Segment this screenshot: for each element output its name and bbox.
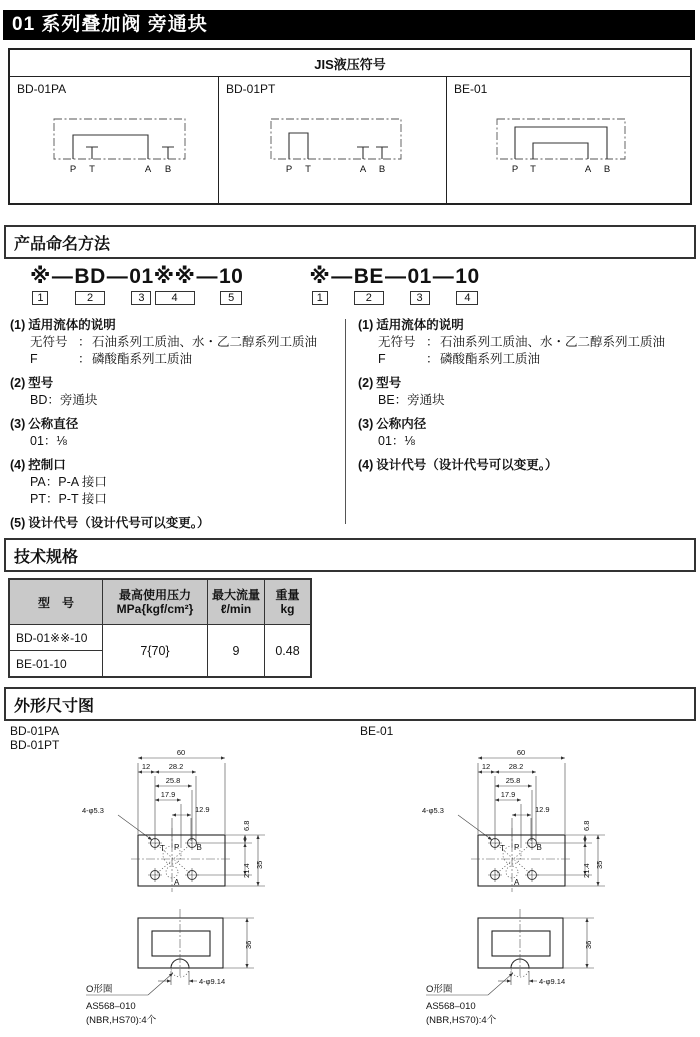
code-segment: 01: [129, 265, 154, 288]
port-label: T: [160, 844, 165, 853]
code-segment: 01: [407, 265, 432, 288]
section-title-outline: 外形尺寸图: [4, 687, 696, 721]
desc-item: [10, 457, 345, 508]
item-heading: 公称直径: [28, 417, 79, 431]
item-key: 无符号: [30, 335, 68, 349]
oring-label: AS568–010: [426, 1001, 476, 1012]
desc-item: [10, 416, 345, 450]
port-label: A: [174, 878, 180, 887]
desc-item: [358, 317, 700, 368]
port-label: P: [174, 843, 180, 852]
flow-cell: 9: [208, 625, 265, 678]
code-position-number: 1: [32, 291, 48, 305]
port-label: T: [530, 164, 536, 175]
item-number: (4): [10, 458, 26, 472]
port-label: A: [359, 164, 367, 175]
oring-label: O形圈: [86, 984, 113, 995]
oring-label: O形圈: [426, 984, 453, 995]
port-label: B: [378, 164, 386, 175]
jis-symbol-bd01pa-icon: [10, 97, 218, 197]
oring-label: (NBR,HS70):4个: [86, 1015, 157, 1026]
dim-label: 4-φ9.14: [199, 977, 226, 986]
symbol-label: BE-01: [454, 82, 488, 96]
symbol-label: BD-01PT: [226, 82, 276, 96]
outline-drawings: [0, 721, 700, 1037]
jis-cell-bd01pa: [10, 77, 218, 203]
header-line: 最高使用压力: [118, 588, 191, 602]
code-position-number: 2: [75, 291, 105, 305]
dim-label: 28.2: [508, 762, 524, 771]
item-value: BE：旁通块: [378, 393, 445, 407]
code-segment: ※※: [153, 265, 196, 288]
dimension-drawing-bd: [78, 745, 278, 1035]
dim-label: 21.4: [242, 863, 251, 878]
page-title: 01 系列叠加阀 旁通块: [3, 10, 695, 40]
dim-label: 6.8: [582, 820, 591, 831]
header-line: 最大流量: [211, 588, 260, 602]
desc-item: [358, 457, 700, 474]
item-value: 01：⅛: [378, 434, 415, 448]
code-position-number: 2: [354, 291, 384, 305]
code-dash: —: [51, 265, 74, 288]
desc-item: [358, 416, 700, 450]
code-dash: —: [384, 265, 407, 288]
dim-label: 17.9: [160, 790, 176, 799]
item-value: BD：旁通块: [30, 393, 98, 407]
item-value: PA：P-A 接口: [30, 475, 107, 489]
spec-col-weight: [265, 579, 312, 625]
item-heading: 型号: [376, 376, 402, 390]
item-key: F: [30, 352, 38, 366]
top-view: [422, 748, 605, 892]
jis-table-row: [10, 77, 690, 203]
item-number: (4): [358, 458, 374, 472]
dimension-drawing-be: [418, 745, 618, 1035]
desc-item: [10, 317, 345, 368]
item-number: (3): [10, 417, 26, 431]
jis-table-header: JIS液压符号: [10, 50, 690, 77]
item-heading: 设计代号（设计代号可以变更。）: [28, 516, 210, 530]
oring-label: (NBR,HS70):4个: [426, 1015, 497, 1026]
item-value: 石油系列工质油、水・乙二醇系列工质油: [440, 335, 666, 349]
code-position-number: 3: [410, 291, 430, 305]
dim-label: 4-φ5.3: [82, 806, 104, 815]
port-label: T: [305, 164, 311, 175]
code-dash: —: [196, 265, 218, 288]
desc-item: [10, 375, 345, 409]
dim-label: 17.9: [500, 790, 516, 799]
dim-label: 12.9: [195, 805, 210, 814]
port-label: T: [500, 844, 505, 853]
item-heading: 公称内径: [376, 417, 427, 431]
item-value: 磷酸酯系列工质油: [92, 352, 193, 366]
port-label: A: [584, 164, 592, 175]
port-label: B: [164, 164, 172, 175]
code-position-number: 5: [220, 291, 242, 305]
port-label: T: [89, 164, 95, 175]
code-position-number: 1: [312, 291, 328, 305]
item-key: F: [378, 352, 386, 366]
port-label: P: [69, 164, 77, 175]
dim-label: 6.8: [242, 820, 251, 831]
top-view: [82, 748, 265, 892]
item-value: 01：⅛: [30, 434, 67, 448]
code-dash: —: [432, 265, 455, 288]
section-title-naming: 产品命名方法: [4, 225, 696, 259]
dim-label: 60: [516, 748, 526, 757]
bottom-view: [86, 909, 254, 1026]
dim-label: 35: [595, 860, 604, 869]
code-segment: BE: [353, 265, 384, 288]
item-number: (2): [358, 376, 374, 390]
item-number: (2): [10, 376, 26, 390]
port-label: P: [511, 164, 519, 175]
dim-label: 36: [584, 940, 593, 949]
item-heading: 设计代号（设计代号可以变更。）: [376, 458, 558, 472]
port-label: A: [514, 878, 520, 887]
item-number: (5): [10, 516, 26, 530]
spec-col-flow: [208, 579, 265, 625]
jis-symbol-table: [8, 48, 692, 205]
naming-desc-be: [346, 317, 700, 532]
code-position-number: 4: [155, 291, 195, 305]
dim-label: 4-φ5.3: [422, 806, 444, 815]
port-label: P: [285, 164, 293, 175]
item-sep: ：: [426, 352, 439, 366]
port-label: B: [536, 843, 542, 852]
drawing-label-line: BD-01PA: [10, 724, 60, 738]
code-segment: ※: [309, 265, 331, 288]
jis-symbol-bd01pt-icon: [219, 97, 446, 197]
section-title-spec: 技术规格: [4, 538, 696, 572]
spec-col-pressure: [103, 579, 208, 625]
desc-item: [358, 375, 700, 409]
code-segment: 10: [455, 265, 480, 288]
item-heading: 适用流体的说明: [28, 318, 116, 332]
drawing-label-bd: [10, 724, 59, 752]
spec-col-model: 型 号: [9, 579, 103, 625]
jis-symbol-be01-icon: [447, 97, 690, 197]
header-line: 重量: [275, 588, 300, 602]
item-sep: ：: [78, 335, 91, 349]
dim-label: 28.2: [168, 762, 184, 771]
model-cell: BE-01-10: [9, 651, 103, 678]
header-line: MPa{kgf/cm²}: [116, 602, 194, 616]
item-value: 石油系列工质油、水・乙二醇系列工质油: [92, 335, 318, 349]
jis-cell-bd01pt: [218, 77, 446, 203]
dim-label: 25.8: [165, 776, 181, 785]
code-dash: —: [331, 265, 353, 288]
item-heading: 适用流体的说明: [376, 318, 464, 332]
code-dash: —: [106, 265, 129, 288]
naming-desc-bd: [0, 317, 345, 532]
bottom-view: [426, 909, 594, 1026]
code-segment: ※: [30, 265, 51, 288]
item-value: 磷酸酯系列工质油: [440, 352, 541, 366]
code-segment: BD: [74, 265, 106, 288]
port-label: P: [514, 843, 520, 852]
header-line: kg: [280, 602, 295, 616]
spec-table: [8, 578, 312, 678]
code-position-number: 3: [131, 291, 151, 305]
item-number: (1): [10, 318, 26, 332]
port-label: B: [603, 164, 611, 175]
item-value: PT：P-T 接口: [30, 492, 107, 506]
naming-descriptions: [0, 317, 700, 532]
oring-label: AS568–010: [86, 1001, 136, 1012]
jis-cell-be01: [446, 77, 690, 203]
model-codes: [0, 266, 700, 305]
header-line: ℓ/min: [220, 602, 252, 616]
weight-cell: 0.48: [265, 625, 312, 678]
item-heading: 型号: [28, 376, 54, 390]
pressure-cell: 7{70}: [103, 625, 208, 678]
item-number: (1): [358, 318, 374, 332]
item-heading: 控制口: [28, 458, 66, 472]
drawing-label-be: BE-01: [360, 724, 394, 738]
symbol-label: BD-01PA: [17, 82, 67, 96]
dim-label: 12.9: [535, 805, 550, 814]
port-label: A: [144, 164, 152, 175]
model-code-be: [309, 266, 479, 305]
dim-label: 21.4: [582, 863, 591, 878]
desc-item: [10, 515, 345, 532]
port-label: B: [196, 843, 202, 852]
item-key: 无符号: [378, 335, 416, 349]
dim-label: 25.8: [505, 776, 521, 785]
code-position-number: 4: [456, 291, 478, 305]
model-cell: BD-01※※-10: [9, 625, 103, 651]
dim-label: 35: [255, 860, 264, 869]
dim-label: 36: [244, 940, 253, 949]
item-number: (3): [358, 417, 374, 431]
spec-row-bd: [9, 625, 311, 651]
item-sep: ：: [78, 352, 91, 366]
code-segment: 10: [218, 265, 244, 288]
model-code-bd: [30, 266, 243, 305]
drawing-label-line: BD-01PT: [10, 738, 60, 752]
dim-label: 60: [176, 748, 186, 757]
dim-label: 12: [141, 762, 151, 771]
dim-label: 12: [481, 762, 491, 771]
dim-label: 4-φ9.14: [539, 977, 566, 986]
item-sep: ：: [426, 335, 439, 349]
